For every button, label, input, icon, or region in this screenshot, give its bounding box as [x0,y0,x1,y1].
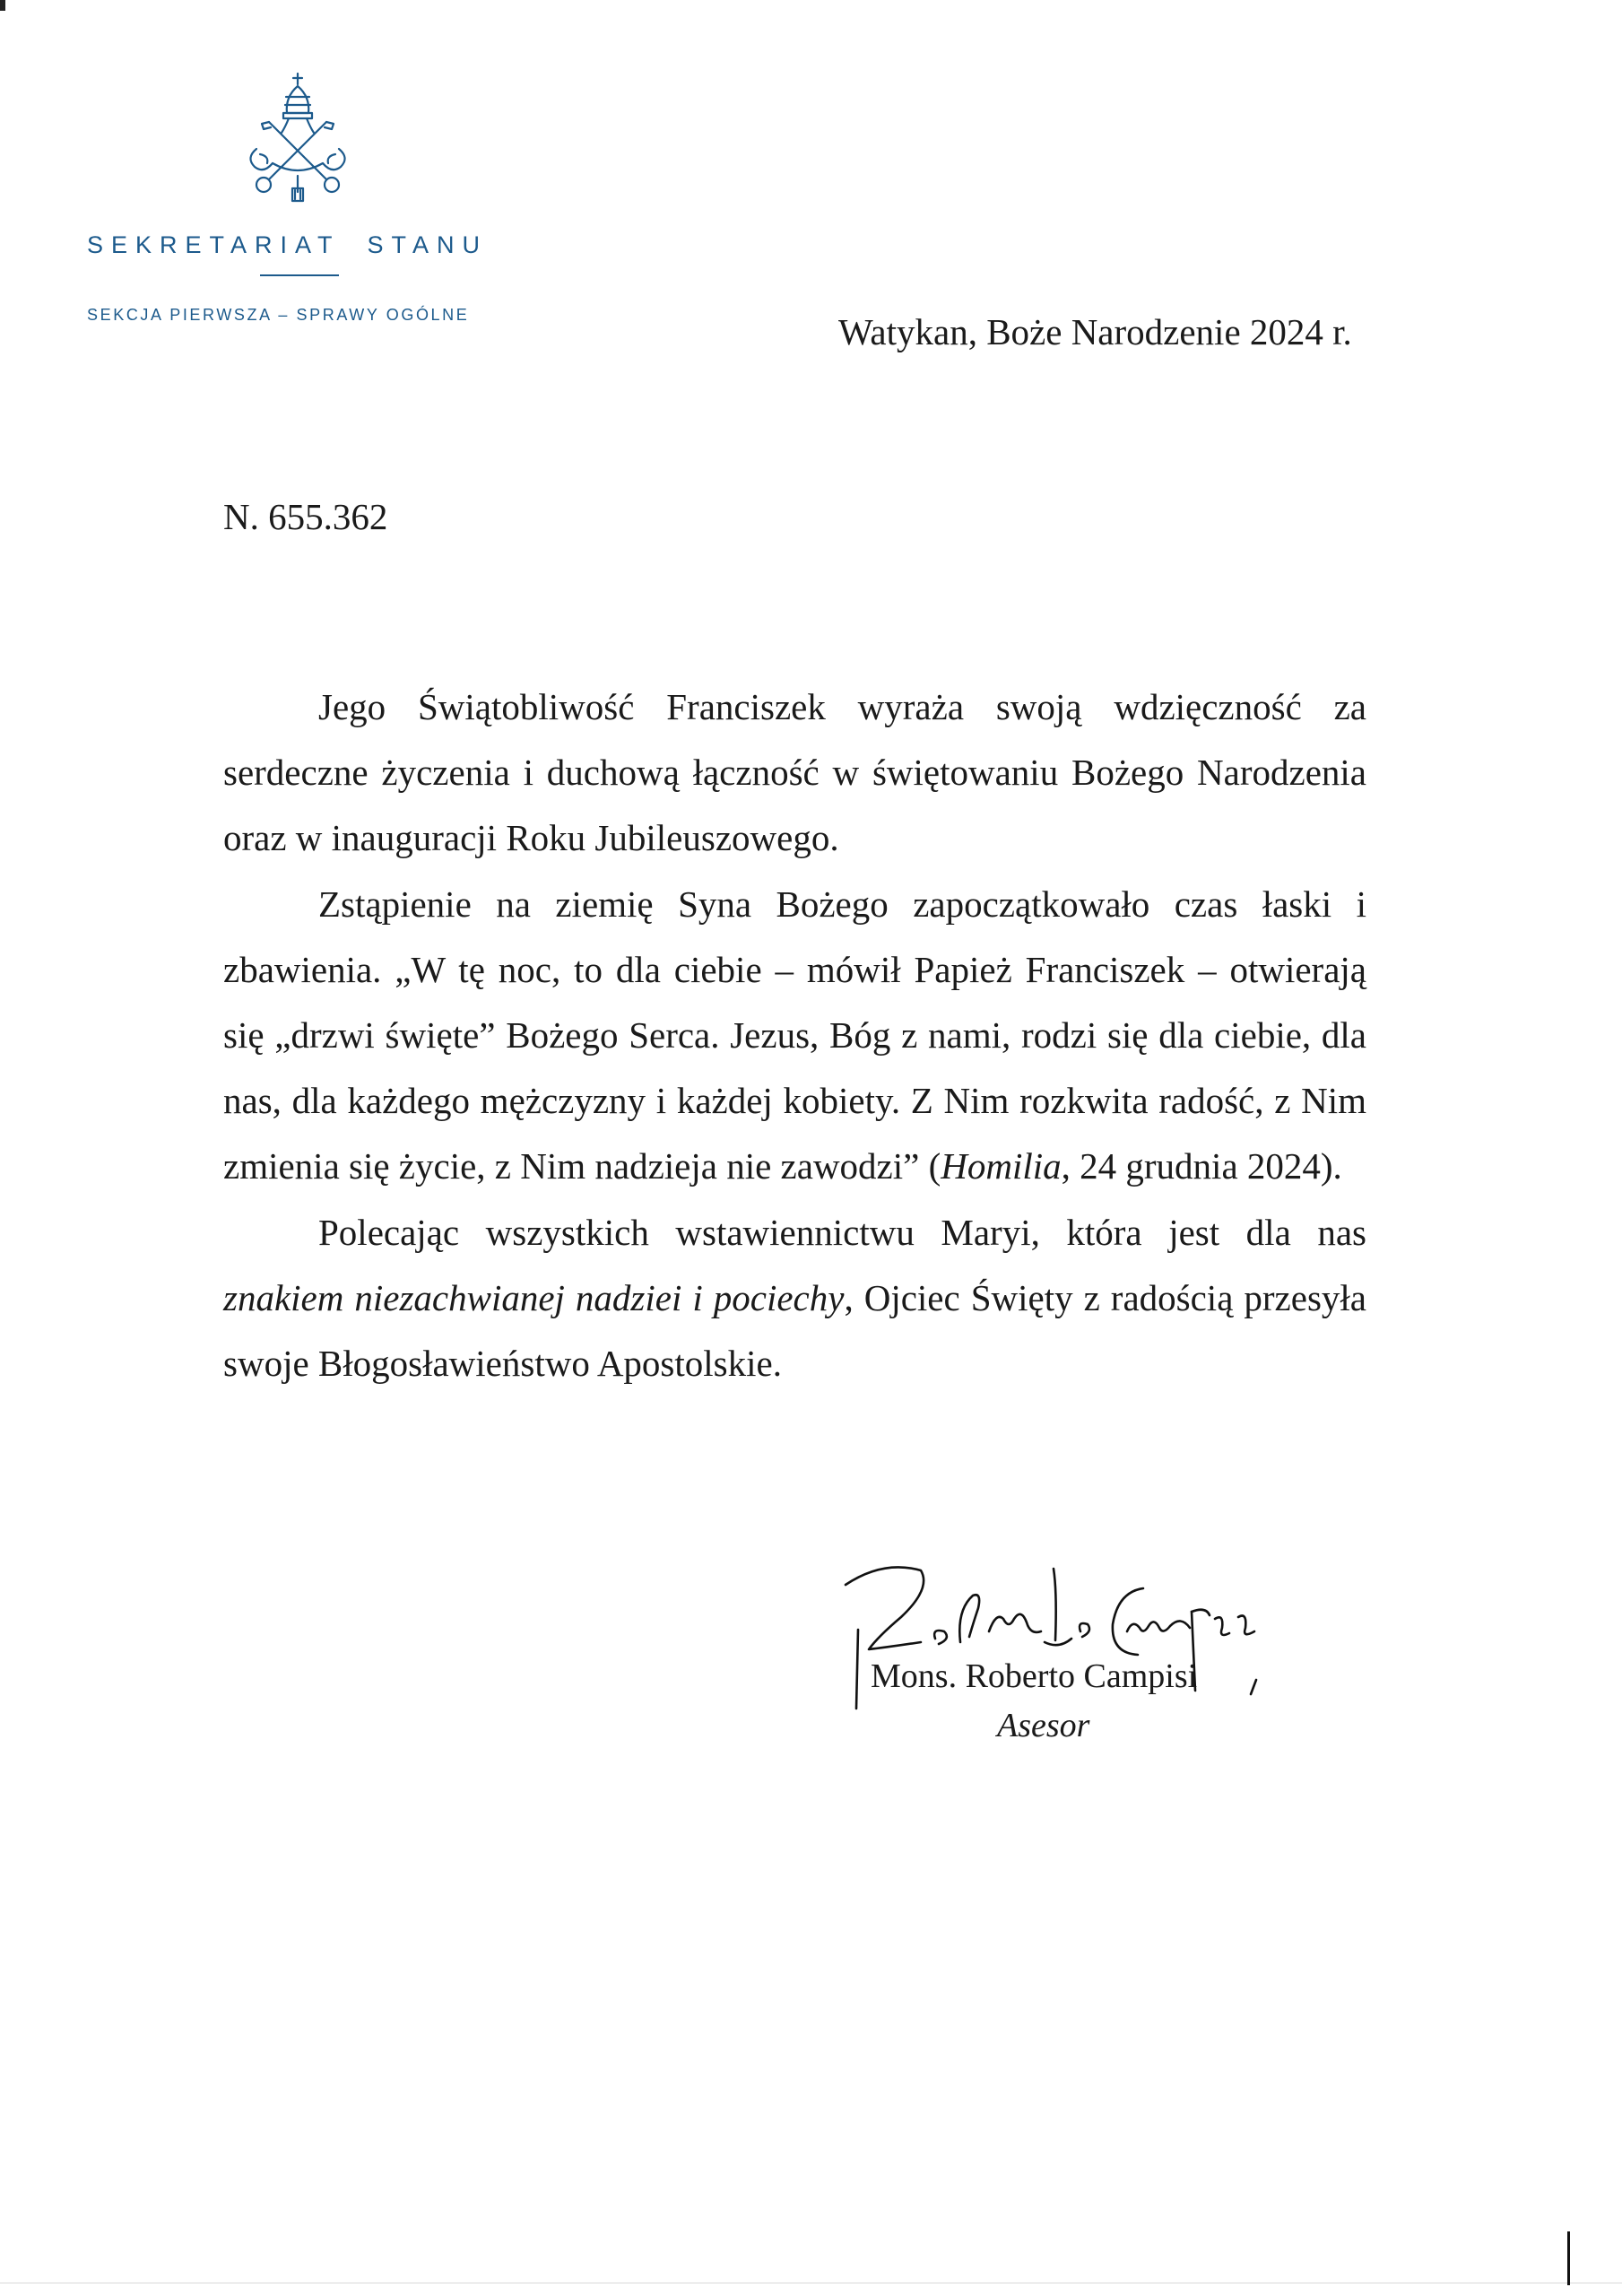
signer-title: Asesor [997,1707,1090,1744]
letterhead-title: SEKRETARIAT STANU [87,231,489,258]
signer-name: Mons. Roberto Campisi [871,1657,1198,1695]
letter-body [223,674,1366,1396]
letter-date: Watykan, Boże Narodzenie 2024 r. [838,311,1352,352]
paragraph-blessing [223,1200,1366,1396]
scan-mark [0,0,5,11]
letterhead-divider [260,274,339,276]
paragraph-text: , 24 grudnia 2024). [1061,1145,1342,1187]
paragraph-gratitude [223,674,1366,871]
paragraph-text: Zstąpienie na ziemię Syna Bożego zapoczątkowało czas łaski i zbawienia. „W tę noc, to dla ciebie – mówił Papież Franciszek – otwierają się „drzwi święte” Bożego Serca. Jezus, Bóg z nami, rodzi się dla ciebie, dla nas, dla każdego mężczyzny i każdej kobiety. Z Nim rozkwita radość, z Nim zmienia się życie, z Nim nadzieja nie zawodzi” ( [223,883,1366,1187]
scan-mark [1567,2231,1570,2285]
paragraph-text: Jego Świątobliwość Franciszek wyraża swoją wdzięczność za serdeczne życzenia i duchową łączność w świętowaniu Bożego Narodzenia oraz w inauguracji Roku Jubileuszowego. [223,686,1366,858]
marian-quote: znakiem niezachwianej nadziei i pociechy [223,1277,845,1318]
reference-number: N. 655.362 [223,496,388,537]
homily-citation: Homilia [941,1145,1062,1187]
paragraph-homily [223,872,1366,1199]
letterhead-section: SEKCJA PIERWSZA – SPRAWY OGÓLNE [87,306,470,324]
papal-crest-icon [242,70,353,204]
paragraph-text: , Ojciec Święty z radością przesyła swoje Błogosławieństwo Apostolskie. [223,1277,1366,1384]
paragraph-text: Polecając wszystkich wstawiennictwu Maryi, która jest dla nas [318,1212,1366,1253]
